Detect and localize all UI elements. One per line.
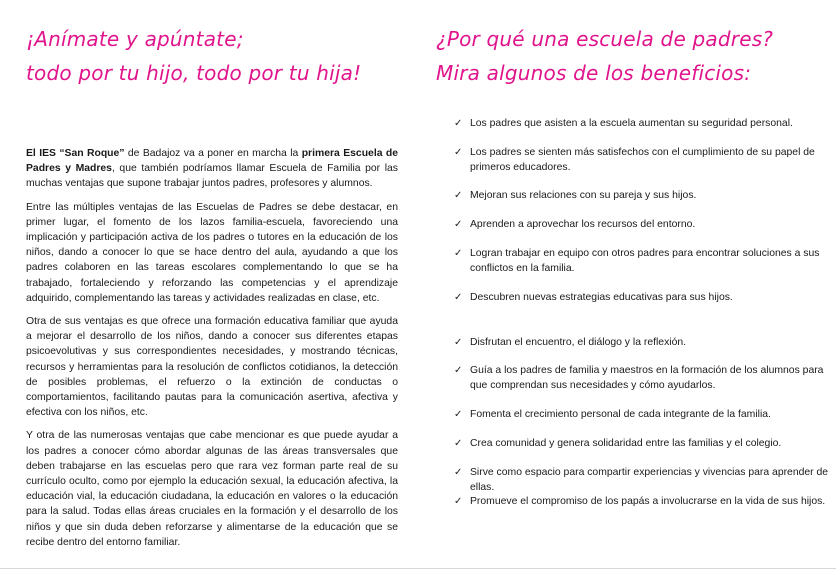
check-icon: ✓ [454, 219, 463, 230]
check-icon: ✓ [454, 248, 463, 259]
benefit-text: Logran trabajar en equipo con otros padres para encontrar soluciones a sus conflictos en la familia. [470, 248, 820, 274]
check-icon: ✓ [454, 365, 463, 376]
benefit-item [454, 145, 832, 175]
benefit-item [454, 335, 832, 350]
check-icon: ✓ [454, 438, 463, 449]
benefit-text: Los padres que asisten a la escuela aumentan su seguridad personal. [470, 118, 793, 129]
benefit-item [454, 407, 832, 422]
check-icon: ✓ [454, 147, 463, 158]
right-headline-line1: ¿Por qué una escuela de padres? [436, 27, 774, 51]
benefit-item [454, 290, 832, 305]
benefit-text: Mejoran sus relaciones con su pareja y sus hijos. [470, 190, 697, 201]
benefit-item [454, 246, 832, 276]
benefit-text: Descubren nuevas estrategias educativas para sus hijos. [470, 292, 733, 303]
right-headline-line2: Mira algunos de los beneficios: [436, 61, 752, 85]
benefit-text: Disfrutan el encuentro, el diálogo y la reflexión. [470, 337, 687, 348]
benefit-item [454, 116, 832, 131]
benefit-item [454, 465, 832, 495]
advantages-paragraph-2: Otra de sus ventajas es que ofrece una formación educativa familiar que ayuda a mejorar el desarrollo de los niños, dando a conocer sus diferentes etapas psicoevolutivas y sus correspondientes necesidades, y mostrando técnicas, recursos y herramientas para la resolución de conflictos cotidianos, la detección de posibles problemas, el refuerzo o la extinción de conductas o comportamientos, facilitando pautas para la comunicación asertiva, afectiva y efectiva con los niños, etc. [26, 316, 398, 419]
check-icon: ✓ [454, 467, 463, 478]
benefit-item [454, 188, 832, 203]
benefit-text: Guía a los padres de familia y maestros en la formación de los alumnos para que comprendan sus necesidades y cómo ayudarlos. [470, 365, 824, 391]
benefit-item [454, 494, 832, 509]
page-bottom-divider [0, 568, 836, 569]
left-headline-line2: todo por tu hijo, todo por tu hija! [26, 61, 362, 85]
benefit-item [454, 436, 832, 451]
advantages-paragraph-3: Y otra de las numerosas ventajas que cabe mencionar es que puede ayudar a los padres a conocer cómo abordar algunas de las áreas transversales que deben trabajarse en las escuelas pero que rara vez forman parte real de su currículo oculto, como por ejemplo la educación sexual, la educación afectiva, la educación vial, la educación ciudadana, la educación en valores o la educación para la salud. Todas ellas áreas cruciales en la formación y el desarrollo de los niños y que sin duda deben reforzarse y alimentarse de la educación que se recibe dentro del entorno familiar. [26, 430, 398, 548]
check-icon: ✓ [454, 190, 463, 201]
intro-school-name: “San Roque” [59, 148, 125, 159]
benefit-text: Crea comunidad y genera solidaridad entre las familias y el colegio. [470, 438, 782, 449]
benefit-item [454, 363, 832, 393]
benefit-text: Los padres se sienten más satisfechos con el cumplimiento de su papel de primeros educadores. [470, 147, 815, 173]
check-icon: ✓ [454, 337, 463, 348]
intro-text-2: , que también podríamos llamar Escuela de Familia por las muchas ventajas que supone trabajar juntos padres, profesores y alumnos. [26, 163, 398, 190]
left-column [26, 22, 398, 558]
check-icon: ✓ [454, 496, 463, 507]
benefit-text: Aprenden a aprovechar los recursos del entorno. [470, 219, 696, 230]
intro-school-prefix: El IES [26, 148, 60, 159]
advantages-paragraph-1: Entre las múltiples ventajas de las Escuelas de Padres se debe destacar, en primer lugar, el fomento de los lazos familia-escuela, favoreciendo una implicación y participación activa de los padres o tutores en la educación de los niños, dando a conocer lo que se hace dentro del aula, ayudando a que los padres colaboren en las tareas escolares complementando lo que se ha trabajado, fortaleciendo y reforzando las competencias y el aprendizaje adquirido, complementando las tareas y actividades realizadas en clase, etc. [26, 201, 398, 304]
right-column [436, 22, 829, 507]
intro-paragraph [26, 146, 398, 192]
check-icon: ✓ [454, 292, 463, 303]
intro-text-1: de Badajoz va a poner en marcha la [124, 148, 302, 159]
benefit-item [454, 217, 832, 232]
check-icon: ✓ [454, 409, 463, 420]
benefit-text: Promueve el compromiso de los papás a involucrarse en la vida de sus hijos. [470, 496, 826, 507]
benefit-text: Sirve como espacio para compartir experiencias y vivencias para aprender de ellas. [470, 467, 829, 493]
benefit-text: Fomenta el crecimiento personal de cada integrante de la familia. [470, 409, 771, 420]
check-icon: ✓ [454, 118, 463, 129]
intro-program-name: primera Escuela de Padres y Madres [26, 148, 398, 175]
left-headline-line1: ¡Anímate y apúntate; [26, 27, 244, 51]
